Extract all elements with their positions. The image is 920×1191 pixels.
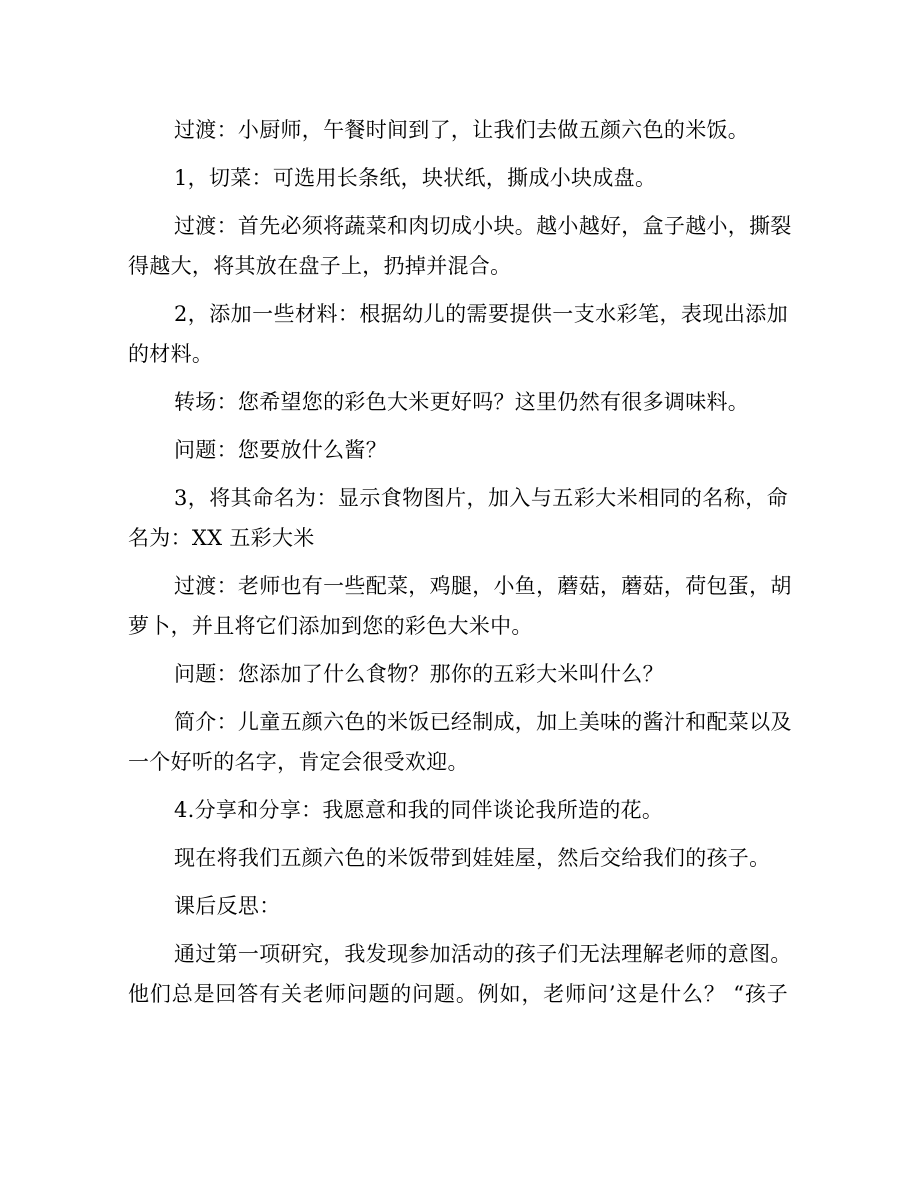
- paragraph-line: 课后反思：: [174, 894, 281, 918]
- paragraph-line: 简介：儿童五颜六色的米饭已经制成，加上美味的酱汁和配菜以及: [174, 710, 792, 734]
- paragraph-line: 3，将其命名为：显示食物图片，加入与五彩大米相同的名称，命: [174, 486, 788, 510]
- document-body: [128, 110, 792, 1022]
- paragraph-step-2-add-materials: [128, 294, 788, 374]
- paragraph-line: 过渡：首先必须将蔬菜和肉切成小块。越小越好，盒子越小，撕裂: [174, 214, 792, 238]
- paragraph-line: 4.分享和分享：我愿意和我的同伴谈论我所造的花。: [174, 798, 664, 822]
- paragraph-step-4-sharing: [128, 790, 788, 830]
- paragraph-question-sauce: [128, 430, 788, 470]
- paragraph-line: 1，切菜：可选用长条纸，块状纸，撕成小块成盘。: [174, 166, 657, 190]
- paragraph-line: 转场：您希望您的彩色大米更好吗？这里仍然有很多调味料。: [174, 390, 750, 414]
- paragraph-step-1-cut-vegetables: [128, 158, 788, 198]
- paragraph-line: 过渡：小厨师，午餐时间到了，让我们去做五颜六色的米饭。: [174, 118, 750, 142]
- paragraph-line: 得越大，将其放在盘子上，扔掉并混合。: [128, 254, 512, 278]
- paragraph-line: 通过第一项研究，我发现参加活动的孩子们无法理解老师的意图。: [174, 942, 792, 966]
- paragraph-transition-side-dishes: [128, 566, 792, 646]
- paragraph-line: 问题：您要放什么酱？: [174, 438, 387, 462]
- paragraph-reflection-body: [128, 934, 792, 1014]
- paragraph-summary: [128, 702, 792, 782]
- paragraph-transition-cut-small: [128, 206, 792, 286]
- paragraph-line: 一个好听的名字，肯定会很受欢迎。: [128, 750, 469, 774]
- paragraph-line: 的材料。: [128, 342, 214, 366]
- paragraph-question-food-added: [128, 654, 788, 694]
- paragraph-line: 问题：您添加了什么食物？那你的五彩大米叫什么？: [174, 662, 664, 686]
- paragraph-line: 萝卜，并且将它们添加到您的彩色大米中。: [128, 614, 533, 638]
- paragraph-line: 过渡：老师也有一些配菜，鸡腿，小鱼，蘑菇，蘑菇，荷包蛋，胡: [174, 574, 792, 598]
- paragraph-line: 2，添加一些材料：根据幼儿的需要提供一支水彩笔，表现出添加: [174, 302, 788, 326]
- paragraph-transition-lunch: [128, 110, 788, 150]
- paragraph-step-3-naming: [128, 478, 788, 558]
- paragraph-line: 名为：XX 五彩大米: [128, 526, 315, 550]
- paragraph-transition-seasoning: [128, 382, 788, 422]
- paragraph-line: 现在将我们五颜六色的米饭带到娃娃屋，然后交给我们的孩子。: [174, 846, 771, 870]
- paragraph-take-rice-to-dollhouse: [128, 838, 788, 878]
- paragraph-line: 他们总是回答有关老师问题的问题。例如，老师问’这是什么？ “孩子: [128, 982, 788, 1006]
- paragraph-reflection-heading: [128, 886, 788, 926]
